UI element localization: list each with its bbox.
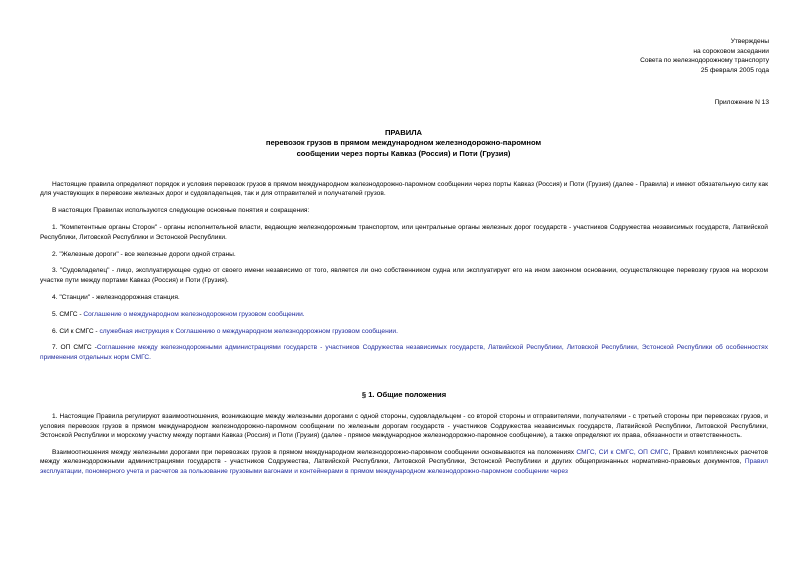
document-body	[40, 180, 768, 476]
definition-item	[40, 343, 768, 362]
section-paragraph	[40, 448, 768, 476]
paragraph-text: , Правил комплексных расчетов между железнодорожными администрациями государств - участников Содружества, Латвийской Республики, Литовской Республики, Эстонской Республики и других общепризнанных нормативно-правовых документов,	[40, 449, 768, 466]
definition-item: 2. "Железные дороги" - все железные дороги одной страны.	[52, 250, 236, 258]
definition-item	[40, 310, 768, 319]
title-subtitle: сообщении через порты Кавказ (Россия) и Поти (Грузия)	[296, 148, 511, 158]
document-title	[0, 128, 807, 159]
approval-line: Утверждены	[730, 38, 769, 45]
title-main: ПРАВИЛА	[384, 128, 423, 137]
op-smgs-link[interactable]: Соглашение между железнодорожными администрациями государств - участников Содружества независимых государств, Латвийской Республики, Литовской Республики, Эстонской Республики об особенностях применения отдельных норм СМГС.	[40, 344, 768, 361]
approval-line: Совета по железнодорожному транспорту	[640, 57, 769, 65]
definition-item: 4. "Станции" - железнодорожная станция.	[52, 293, 180, 301]
section-paragraph: 1. Настоящие Правила регулируют взаимоотношения, возникающие между железными дорогами с одной стороны, судовладельцем - со второй стороны и отправителями, получателями - с третьей стороны при перевозках грузов, и условия перевозок грузов в прямом международном железнодорожно-паромном сообщении по железным дорогам государств - участников Содружества независимых государств, Латвийской Республики, Литовской Республики, Эстонской Республики и морскому участку между портами Кавказ (Россия) и Поти (Грузия) (далее - прямое международное железнодорожно-паромное сообщение), а также определяют их права, обязанности и ответственность.	[40, 413, 768, 440]
approval-line: 25 февраля 2005 года	[700, 66, 769, 74]
title-subtitle: перевозок грузов в прямом международном железнодорожно-паромном	[265, 138, 542, 148]
definition-item: 3. "Судовладелец" - лицо, эксплуатирующее судно от своего имени независимо от того, является ли оно собственником судна или эксплуатирует его на ином законном основании, осуществляющее перевозку грузов на морском участке пути между портами Кавказ (Россия) и Поти (Грузия).	[40, 267, 768, 284]
definition-item: 1. "Компетентные органы Сторон" - органы исполнительной власти, ведающие железнодорожным транспортом, или центральные органы железных дорог государств - участников Содружества независимых государств, Латвийской Республики, Литовской Республики и Эстонской Республики.	[40, 224, 768, 241]
approval-line: на сороковом заседании	[693, 47, 769, 55]
definition-item	[40, 327, 768, 336]
wagon-rules-link[interactable]: Правил эксплуатации, пономерного учета и расчетов за пользование грузовыми вагонами и контейнерами в прямом международном железнодорожно-паромном сообщении через	[40, 458, 768, 475]
section-heading: § 1. Общие положения	[361, 390, 447, 400]
intro-paragraph: Настоящие правила определяют порядок и условия перевозок грузов в прямом международном железнодорожно-паромном сообщении через порты Кавказ (Россия) и Поти (Грузия) (далее - Правила) и имеют обязательную силу как для участвующих в перевозке железных дорог и судовладельцев, так и для отправителей и получателей грузов.	[40, 181, 768, 198]
definition-prefix: 7. ОП СМГС -	[52, 344, 97, 352]
definition-prefix: 5. СМГС -	[52, 310, 84, 318]
approval-block	[640, 37, 769, 75]
appendix-label: Приложение N 13	[714, 99, 769, 106]
definition-prefix: 6. СИ к СМГС -	[52, 327, 100, 335]
intro-paragraph: В настоящих Правилах используются следующие основные понятия и сокращения:	[52, 207, 310, 215]
paragraph-text: Взаимоотношения между железными дорогами при перевозках грузов в прямом международном железнодорожно-паромном сообщении основываются на положениях	[52, 449, 577, 456]
si-smgs-link[interactable]: служебная инструкция к Соглашению о международном железнодорожном грузовом сообщении.	[99, 327, 398, 335]
smgs-link[interactable]: Соглашение о международном железнодорожном грузовом сообщении.	[83, 310, 305, 318]
smgs-references-link[interactable]: СМГС, СИ к СМГС, ОП СМГС	[576, 449, 669, 456]
